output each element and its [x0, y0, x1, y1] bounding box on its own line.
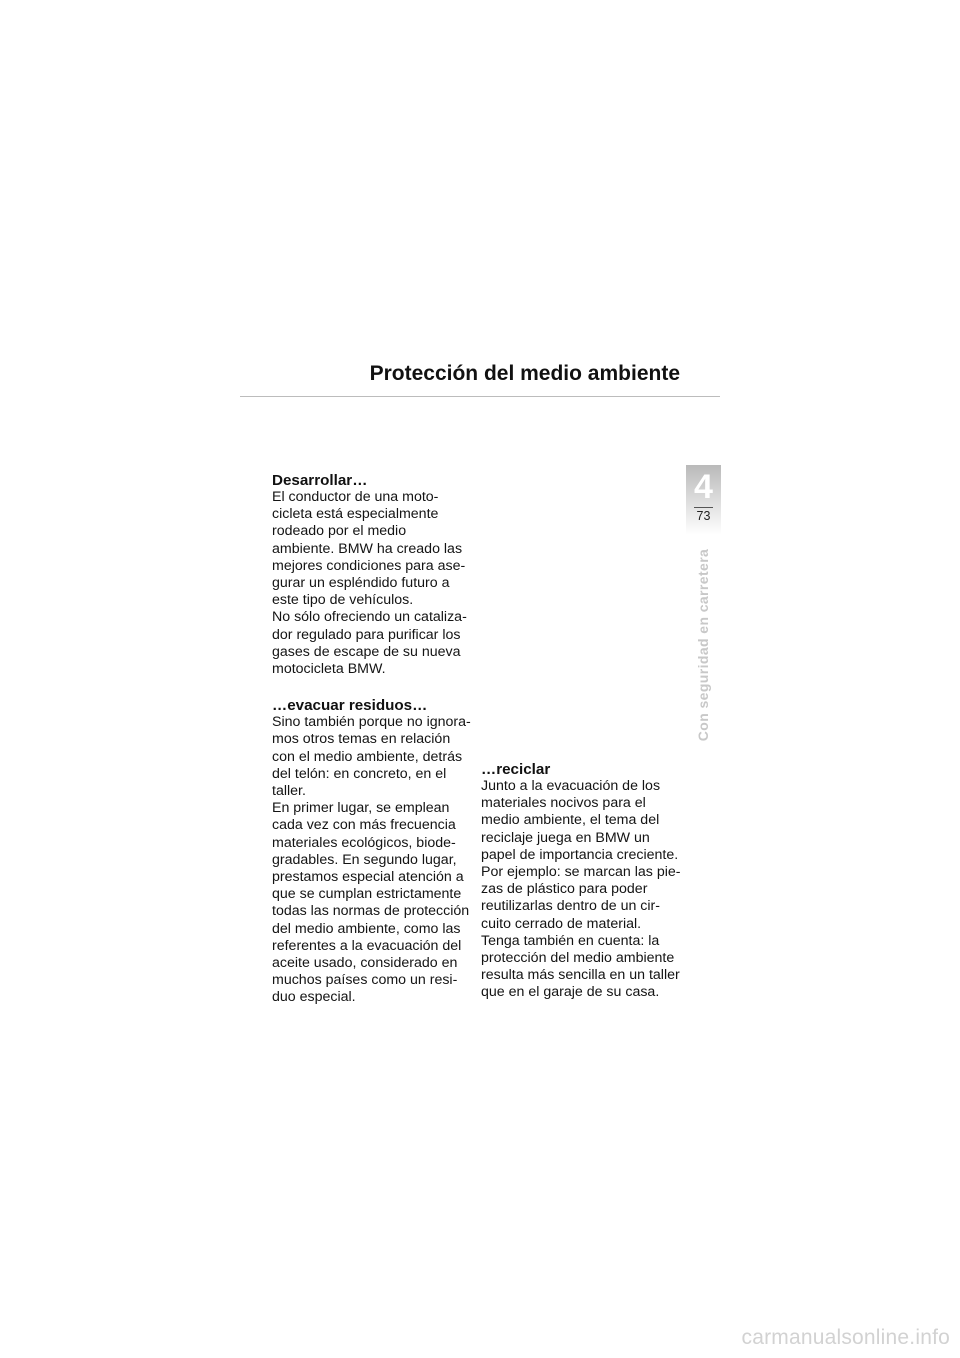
page-title: Protección del medio ambiente [369, 362, 680, 385]
recycle-body: Junto a la evacuación de los materiales nocivos para el medio ambiente, el tema del reciclaje juega en BMW un papel de importancia creciente. Por ejemplo: se marcan las pie- zas de plástico para poder reutilizarlas dentro de un cir- cuito cerrado de material. Tenga también en cuenta: la protección del medio ambiente resulta más sencilla en un taller que en el garaje de su casa. [481, 778, 681, 1001]
chapter-number: 4 [694, 468, 713, 506]
recycle-heading: …reciclar [481, 761, 551, 778]
right-column [481, 761, 691, 1002]
develop-body: El conductor de una moto- cicleta está especialmente rodeado por el medio ambiente. BMW ha creado las mejores condiciones para ase- gurar un espléndido futuro a este tipo de vehículos. No sólo ofreciendo un cataliza- dor regulado para purificar los gases de escape de su nueva motocicleta BMW. [272, 489, 467, 678]
waste-body: Sino también porque no ignora- mos otros temas en relación con el medio ambiente, detrás del telón: en concreto, en el taller. En primer lugar, se emplean cada vez con más frecuencia materiales ecológicos, biode- gradables. En segundo lugar, prestamos especial atención a que se cumplan estrictamente todas las normas de protección del medio ambiente, como las referentes a la evacuación del aceite usado, considerado en muchos países como un resi- duo especial. [272, 714, 471, 1006]
waste-heading: …evacuar residuos… [272, 697, 428, 715]
section-side-label: Con seguridad en carretera [695, 548, 711, 742]
chapter-tab [686, 465, 721, 535]
watermark: carmanualsonline.info [741, 1326, 950, 1349]
page-number: 73 [696, 509, 711, 523]
develop-heading: Desarrollar… [272, 472, 368, 489]
title-divider [240, 396, 720, 397]
left-column [272, 472, 482, 1007]
